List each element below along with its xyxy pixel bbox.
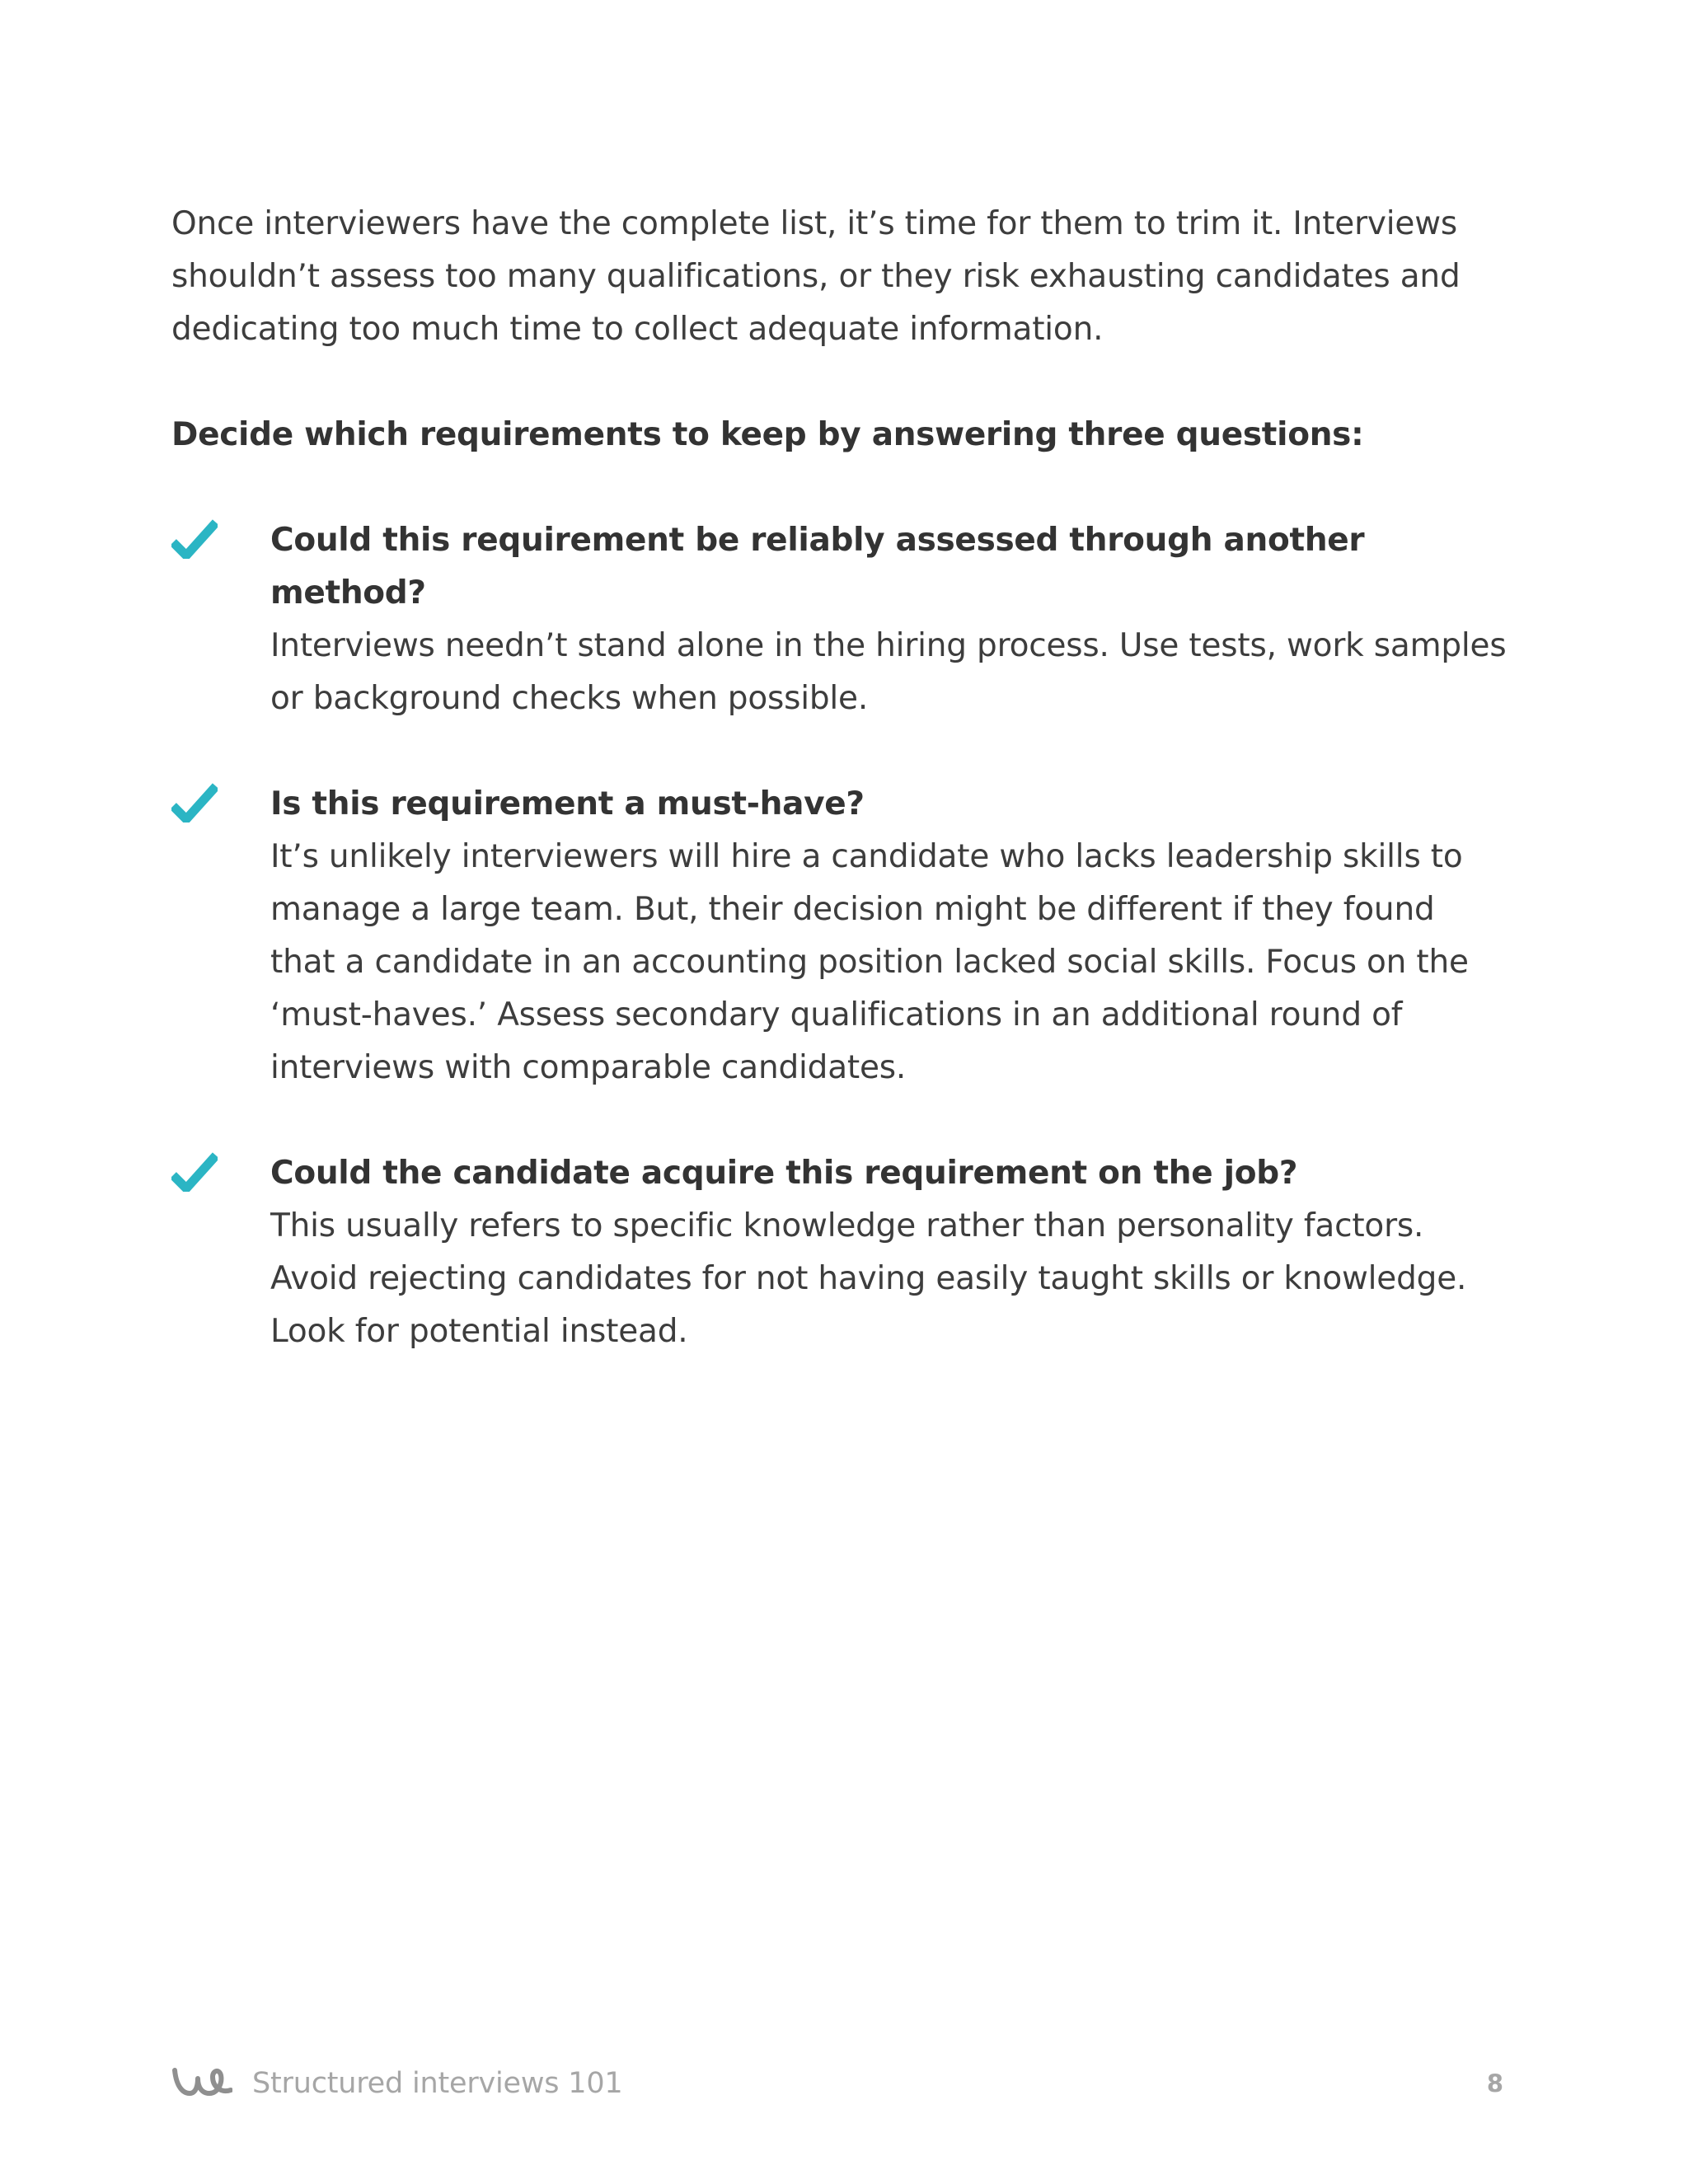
checkmark-icon <box>171 518 218 559</box>
checklist-item <box>171 514 1507 725</box>
footer-title: Structured interviews 101 <box>252 2067 623 2100</box>
checklist-item-body: Interviews needn’t stand alone in the hiring process. Use tests, work samples or background checks when possible. <box>270 627 1507 717</box>
checklist-item-body: It’s unlikely interviewers will hire a candidate who lacks leadership skills to manage a large team. But, their decision might be different if they found that a candidate in an accounting position lacked social skills. Focus on the ‘must-haves.’ Assess secondary qualifications in an additional round of interviews with comparable candidates. <box>270 838 1469 1086</box>
page-number: 8 <box>1486 2069 1503 2097</box>
checkmark-icon <box>171 781 218 823</box>
intro-paragraph: Once interviewers have the complete list, it’s time for them to trim it. Interviews shouldn’t assess too many qualifications, or they risk exhausting candidates and dedicating too much time to collect adequate information. <box>171 205 1461 348</box>
workable-logo-icon <box>171 2065 232 2098</box>
checklist-item-body: This usually refers to specific knowledge rather than personality factors. Avoid rejecting candidates for not having easily taught skills or knowledge. Look for potential instead. <box>270 1207 1467 1350</box>
checklist-item <box>171 778 1507 1094</box>
requirements-checklist <box>171 514 1507 1358</box>
page-footer <box>171 2060 1503 2110</box>
checklist-item-title: Could this requirement be reliably assessed through another method? <box>270 522 1365 612</box>
checkmark-icon <box>171 1151 218 1192</box>
page-content <box>171 198 1507 1411</box>
lead-heading: Decide which requirements to keep by answering three questions: <box>171 416 1364 453</box>
checklist-item-title: Is this requirement a must-have? <box>270 785 865 823</box>
checklist-item-title: Could the candidate acquire this requirement on the job? <box>270 1155 1298 1192</box>
checklist-item <box>171 1147 1507 1358</box>
